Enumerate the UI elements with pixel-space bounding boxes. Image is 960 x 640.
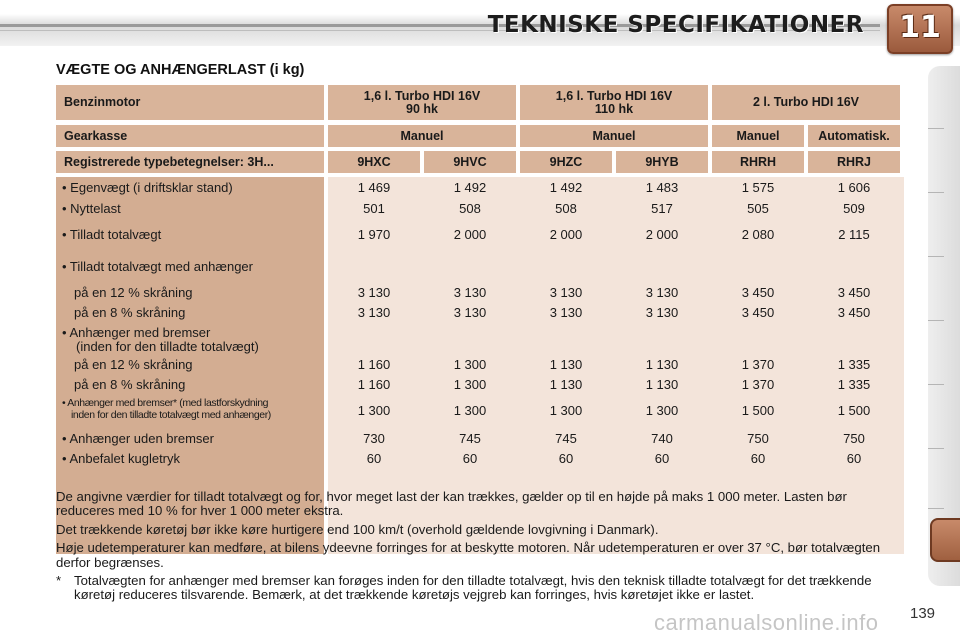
value-cell: 60 — [462, 451, 478, 466]
value-cell: 1 575 — [741, 180, 775, 195]
value-cell: 1 370 — [741, 377, 775, 392]
engine-cell: 1,6 l. Turbo HDI 16V 110 hk — [520, 85, 708, 120]
note-altitude: De angivne værdier for tilladt totalvægt og for, hvor meget last der kan trækkes, gælder op til en højde på maks 1 000 meter. Lasten bør reduceres med 10 % for hver 1 000 meter ekstra. — [56, 489, 847, 519]
type-cell: 9HZC — [520, 151, 612, 173]
value-cell: 3 130 — [453, 285, 487, 300]
value-cell: 3 130 — [357, 285, 391, 300]
footnote — [56, 574, 906, 603]
page-number: 139 — [910, 605, 936, 622]
value-cell: 505 — [747, 201, 769, 216]
tab-divider — [928, 128, 944, 129]
tab-divider — [928, 256, 944, 257]
row-label: • Anbefalet kugletryk — [62, 451, 181, 466]
value-cell: 60 — [558, 451, 574, 466]
value-cell: 2 115 — [838, 227, 870, 242]
value-cell: 3 130 — [453, 305, 487, 320]
value-cell: 745 — [459, 431, 481, 446]
row-label: • Nyttelast — [62, 201, 121, 216]
value-cell: 1 300 — [645, 403, 679, 418]
value-cell: 1 130 — [645, 357, 679, 372]
value-cell: 2 000 — [645, 227, 679, 242]
value-cell: 1 483 — [645, 180, 679, 195]
gearbox-cell: Manuel — [712, 125, 804, 147]
value-cell: 1 606 — [837, 180, 871, 195]
value-cell: 501 — [363, 201, 385, 216]
tab-divider — [928, 384, 944, 385]
engine-cell: 1,6 l. Turbo HDI 16V 90 hk — [328, 85, 516, 120]
value-cell: 1 500 — [741, 403, 775, 418]
type-row — [56, 151, 900, 173]
value-cell: 1 130 — [549, 357, 583, 372]
footnote-mark: * — [56, 573, 62, 589]
value-cell: 1 130 — [549, 377, 583, 392]
value-cell: 508 — [459, 201, 481, 216]
value-cell: 1 300 — [453, 403, 487, 418]
note-temperature: Høje udetemperaturer kan medføre, at bilens ydeevne forringes for at beskytte motoren. Når udetemperaturen er over 37 °C, bør totalvægten derfor begrænses. — [56, 540, 881, 570]
value-cell: 730 — [363, 431, 385, 446]
row-label: • Anhænger med bremser* (med lastforskydning — [62, 397, 269, 409]
active-chapter-tab[interactable] — [930, 518, 960, 562]
value-cell: 3 130 — [549, 305, 583, 320]
value-cell: 508 — [555, 201, 577, 216]
chapter-number: 11 — [899, 10, 941, 45]
value-cell: 1 335 — [837, 377, 871, 392]
value-cell: 3 130 — [357, 305, 391, 320]
row-label-continuation: inden for den tilladte totalvægt med anhænger) — [71, 409, 271, 421]
row-label: • Tilladt totalvægt med anhænger — [62, 259, 253, 274]
value-cell: 3 450 — [837, 305, 871, 320]
value-cell: 740 — [651, 431, 673, 446]
value-cell: 1 160 — [357, 357, 391, 372]
value-cell: 60 — [654, 451, 670, 466]
row-label: • Anhænger med bremser — [62, 325, 211, 340]
gearbox-label: Gearkasse — [56, 125, 324, 147]
value-cell: 60 — [750, 451, 766, 466]
chapter-title: TEKNISKE SPECIFIKATIONER — [487, 12, 864, 38]
gearbox-cell: Manuel — [328, 125, 516, 147]
value-cell: 1 335 — [837, 357, 871, 372]
note-speed: Det trækkende køretøj bør ikke køre hurtigere end 100 km/t (overhold gældende lovgivning i Danmark). — [56, 521, 659, 537]
value-cell: 3 450 — [741, 305, 775, 320]
value-cell: 1 300 — [453, 377, 487, 392]
tab-divider — [928, 448, 944, 449]
value-cell: 1 130 — [645, 377, 679, 392]
row-label: på en 8 % skråning — [74, 305, 186, 320]
watermark: carmanualsonline.info — [654, 610, 879, 635]
value-cell: 3 450 — [741, 285, 775, 300]
value-cell: 1 370 — [741, 357, 775, 372]
gearbox-cell: Manuel — [520, 125, 708, 147]
type-cell: 9HXC — [328, 151, 420, 173]
notes — [56, 490, 906, 603]
value-cell: 1 970 — [357, 227, 391, 242]
engine-cell: 2 l. Turbo HDI 16V — [712, 85, 900, 120]
row-label: • Egenvægt (i driftsklar stand) — [62, 180, 233, 195]
value-cell: 2 080 — [741, 227, 775, 242]
type-cell: RHRH — [712, 151, 804, 173]
value-cell: 2 000 — [453, 227, 487, 242]
value-cell: 1 300 — [453, 357, 487, 372]
type-label: Registrerede typebetegnelser: 3H... — [56, 151, 324, 173]
tab-divider — [928, 508, 944, 509]
value-cell: 517 — [651, 201, 673, 216]
value-cell: 745 — [555, 431, 577, 446]
value-cell: 60 — [366, 451, 382, 466]
row-label: på en 8 % skråning — [74, 377, 186, 392]
gearbox-row — [56, 125, 900, 147]
row-label: på en 12 % skråning — [74, 357, 193, 372]
value-cell: 2 000 — [549, 227, 583, 242]
value-cell: 1 492 — [453, 180, 487, 195]
value-cell: 1 300 — [549, 403, 583, 418]
value-cell: 750 — [747, 431, 769, 446]
value-cell: 1 500 — [837, 403, 871, 418]
type-cell: 9HVC — [424, 151, 516, 173]
value-cell: 3 130 — [645, 285, 679, 300]
gearbox-cell: Automatisk. — [808, 125, 900, 147]
row-label: på en 12 % skråning — [74, 285, 193, 300]
value-cell: 1 300 — [357, 403, 391, 418]
section-title: VÆGTE OG ANHÆNGERLAST (i kg) — [56, 62, 305, 78]
footnote-text: Totalvægten for anhænger med bremser kan forøges inden for den tilladte totalvægt, hvis den teknisk tilladte totalvægt for det trækkende køretøj reduceres tilsvarende. Bemærk, at det trækkende køretøjs vejgreb kan forringes, hvis køretøjet ikke er lastet. — [74, 573, 872, 603]
type-cell: RHRJ — [808, 151, 900, 173]
engine-row — [56, 85, 900, 120]
value-cell: 1 469 — [357, 180, 391, 195]
row-label: • Tilladt totalvægt — [62, 227, 162, 242]
type-cell: 9HYB — [616, 151, 708, 173]
engine-label: Benzinmotor — [56, 85, 324, 120]
value-cell: 509 — [843, 201, 865, 216]
tab-divider — [928, 192, 944, 193]
value-cell: 750 — [843, 431, 865, 446]
row-label-continuation: (inden for den tilladte totalvægt) — [76, 339, 259, 354]
value-cell: 60 — [846, 451, 862, 466]
row-label: • Anhænger uden bremser — [62, 431, 214, 446]
value-cell: 3 450 — [837, 285, 871, 300]
value-cell: 1 160 — [357, 377, 391, 392]
value-cell: 3 130 — [549, 285, 583, 300]
chapter-badge — [887, 4, 953, 54]
value-cell: 3 130 — [645, 305, 679, 320]
value-cell: 1 492 — [549, 180, 583, 195]
tab-divider — [928, 320, 944, 321]
